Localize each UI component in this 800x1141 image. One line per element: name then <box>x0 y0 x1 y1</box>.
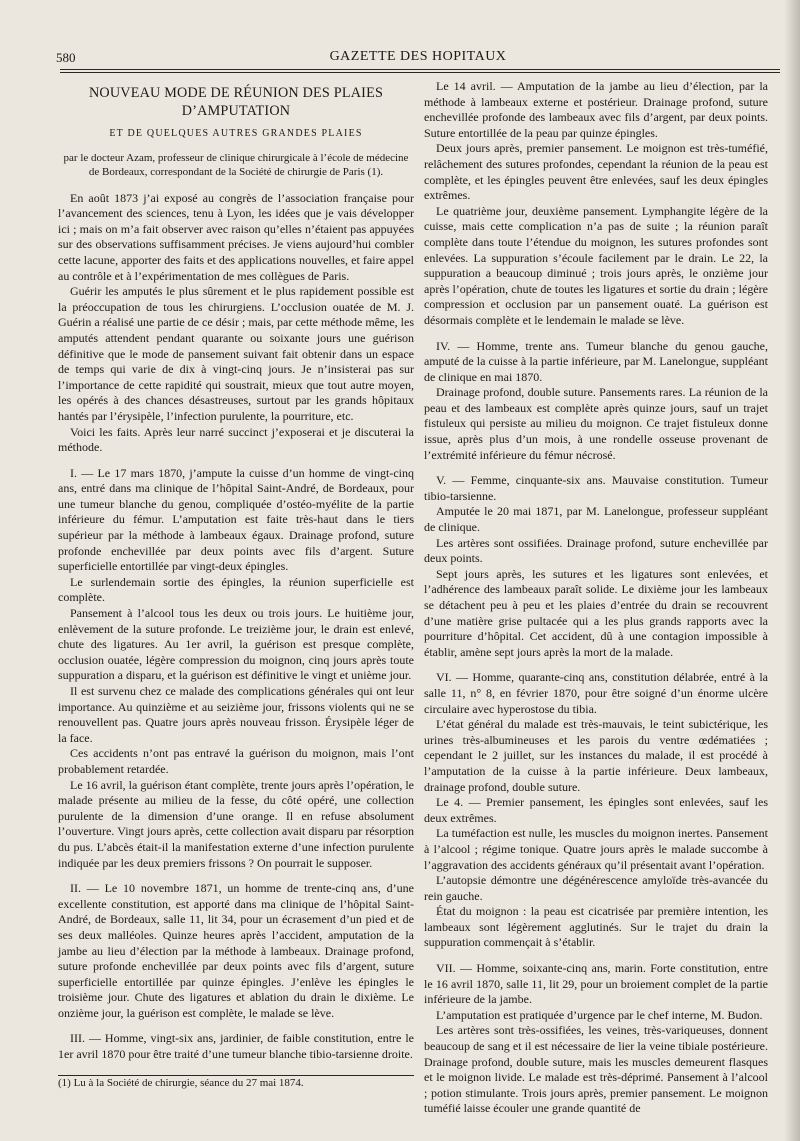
paragraph: Deux jours après, premier pansement. Le moignon est très-tuméfié, relâchement des sutures profondes, cependant la réunion de la peau est complète, et les épingles peuvent être enlevées, sauf les deux épingles extrêmes. <box>424 141 768 203</box>
paragraph: Ces accidents n’ont pas entravé la guérison du moignon, mais l’ont probablement retardée. <box>58 746 414 776</box>
running-head: GAZETTE DES HOPITAUX <box>329 49 507 64</box>
byline: par le docteur Azam, professeur de clinique chirurgicale à l’école de médecine de Bordeaux, correspondant de la Société de chirurgie de Paris (1). <box>63 151 409 178</box>
paragraph: Sept jours après, les sutures et les ligatures sont enlevées, et l’adhérence des lambeaux paraît solide. Le dixième jour les lambeaux se détachent peu à peu et les plaies d’entrée du drain se recouvrent d’une matière grise pultacée qui a les plus grands rapports avec la pourriture d’hôpital. Cet accident, dû à une contagion impossible à établir, amène sept jours après la mort de la malade. <box>424 566 768 659</box>
paragraph: Les artères sont très-ossifiées, les veines, très-variqueuses, donnent beaucoup de sang et il est nécessaire de lier la veine tibiale postérieure. Drainage profond, double suture, mais les muscles demeurent flasques et le moignon livide. Le malade est très-déprimé. Pansement à l’alcool ; potion stimulante. Trois jours après, premier pansement. Le moignon tuméfié laisse écouler une grande quantité de <box>424 1023 768 1116</box>
paragraph: L’amputation est pratiquée d’urgence par le chef interne, M. Budon. <box>436 1007 763 1022</box>
case-heading-paragraph: II. — Le 10 novembre 1871, un homme de trente-cinq ans, d’une excellente constitution, est apporté dans ma clinique de l’hôpital Saint-André, de Bordeaux, salle 11, lit 34, pour un écrasement d’un pied et de ses deux malléoles. Quinze heures après l’accident, amputation de la jambe au lieu d’élection par la méthode à lambeaux. Drainage profond, suture profonde enchevillée par deux points avec fils d’argent, suture superficielle entortillée par quinze épingles. J’enlève les épingles le troisième jour. Chute des ligatures et ablation du drain le dixième. Le onzième jour, la guérison est complète, le malade se lève. <box>58 881 414 1020</box>
paragraph: Le 14 avril. — Amputation de la jambe au lieu d’élection, par la méthode à lambeaux externe et postérieur. Drainage profond, suture enchevillée profonde des lambeaux avec fils d’argent, par deux points. Suture entortillée de la peau par quinze épingles. <box>424 79 768 140</box>
right-column <box>424 79 768 1117</box>
page-edge-shadow <box>784 0 800 1141</box>
case-heading-paragraph: V. — Femme, cinquante-six ans. Mauvaise constitution. Tumeur tibio-tarsienne. <box>424 473 768 503</box>
paragraph: Le quatrième jour, deuxième pansement. Lymphangite légère de la cuisse, mais cette complication n’a pas de suite ; la réunion paraît complète dans toute l’étendue du moignon, les sutures profondes sont enlevées. La suppuration s’écoule facilement par le drain. Le 22, la suppuration a beaucoup diminué ; trois jours après, le onzième jour après l’opération, chute de toutes les ligatures et sortie du drain ; légère compression et occlusion par un pansement ouaté. La guérison est désormais complète et le lendemain le malade se lève. <box>424 203 768 327</box>
header-rule <box>60 69 780 70</box>
left-column <box>58 80 414 1091</box>
article-title: NOUVEAU MODE DE RÉUNION DES PLAIES D’AMPUTATION <box>88 85 384 119</box>
paragraph: Pansement à l’alcool tous les deux ou trois jours. Le huitième jour, enlèvement de la suture profonde. Le treizième jour, le drain est enlevé, chute des ligatures. Au 1er avril, la guérison est presque complète, occlusion ouatée, légère compression du moignon, cinq jours après toute suppuration a disparu, et la guérison est définitive le vingt et unième jour. <box>58 606 414 683</box>
case-heading-paragraph: I. — Le 17 mars 1870, j’ampute la cuisse d’un homme de vingt-cinq ans, entré dans ma clinique de l’hôpital Saint-André, de Bordeaux, pour une tumeur blanche du genou, compliquée d’ostéo-myélite de la partie inférieure du fémur. L’amputation est faite très-haut dans le tiers supérieur par la méthode à lambeaux égaux. Drainage profond, suture profonde enchevillée par deux points avec fils d’argent. Suture superficielle entortillée par vingt-deux épingles. <box>58 465 414 574</box>
paragraph: Le 16 avril, la guérison étant complète, trente jours après l’opération, le malade présente au milieu de la fesse, du côté opéré, une collection purulente de la dimension d’une orange. Il en refuse absolument l’ouverture. Vingt jours après, cette collection avait disparu par résorption du pus. L’abcès était-il la manifestation externe d’une infection purulente indiquée par les deux premiers frissons ? On pourrait le supposer. <box>58 777 414 870</box>
paragraph: L’état général du malade est très-mauvais, le teint subictérique, les urines très-albumineuses et les parois du ventre œdématiées ; cependant le 2 juillet, sur les instances du malade, il est procédé à l’amputation de la cuisse à la partie inférieure. Deux lambeaux, drainage profond, double suture. <box>424 717 768 794</box>
paragraph: Les artères sont ossifiées. Drainage profond, suture enchevillée par deux points. <box>424 535 768 566</box>
page-header <box>48 42 788 68</box>
paragraph: État du moignon : la peau est cicatrisée par première intention, les lambeaux sont légèrement agglutinés. Sur le trajet du drain la suppuration commençait à s’établir. <box>424 904 768 950</box>
case-heading-paragraph: IV. — Homme, trente ans. Tumeur blanche du genou gauche, amputé de la cuisse à la partie inférieure, par M. Lanelongue, suppléant de clinique en mai 1870. <box>424 338 768 384</box>
header-rule-double <box>60 72 780 73</box>
case-heading-paragraph: VII. — Homme, soixante-cinq ans, marin. Forte constitution, entre le 16 avril 1870, salle 11, lit 29, pour un broiement complet de la partie inférieure de la jambe. <box>424 961 768 1007</box>
paragraph: Le 4. — Premier pansement, les épingles sont enlevées, sauf les deux extrêmes. <box>424 795 768 825</box>
footnote: (1) Lu à la Société de chirurgie, séance du 27 mai 1874. <box>58 1076 304 1089</box>
paragraph: Amputée le 20 mai 1871, par M. Lanelongue, professeur suppléant de clinique. <box>424 504 768 535</box>
article-subtitle: ET DE QUELQUES AUTRES GRANDES PLAIES <box>109 128 363 139</box>
paragraph: La tuméfaction est nulle, les muscles du moignon inertes. Pansement à l’alcool ; régime tonique. Quatre jours après le malade succombe à l’aggravation des accidents généraux qu’il présentait avant l’opération. <box>424 826 768 872</box>
case-heading-paragraph: III. — Homme, vingt-six ans, jardinier, de faible constitution, entre le 1er avril 1870 pour être traité d’une tumeur blanche tibio-tarsienne droite. <box>58 1031 414 1062</box>
paragraph: Voici les faits. Après leur narré succinct j’exposerai et je discuterai la méthode. <box>58 424 414 455</box>
page-number: 580 <box>56 50 76 65</box>
paragraph: L’autopsie démontre une dégénérescence amyloïde très-avancée du rein gauche. <box>424 873 768 903</box>
paragraph: Drainage profond, double suture. Pansements rares. La réunion de la peau et des lambeaux est complète après quinze jours, sauf un trajet fistuleux qui persiste au milieu du moignon. Ce trajet fistuleux donne issue, après plus d’un mois, à une rondelle osseuse provenant de l’extrémité inférieure du fémur nécrosé. <box>424 385 768 462</box>
case-heading-paragraph: VI. — Homme, quarante-cinq ans, constitution délabrée, entré à la salle 11, n° 8, en février 1870, pour être soigné d’un énorme ulcère circulaire avec hyperostose du tibia. <box>424 670 768 716</box>
paragraph: Il est survenu chez ce malade des complications générales qui ont leur importance. Au quinzième et au seizième jour, frissons violents qui ne se renouvellent pas. Quatre jours après nouveau frisson. Érysipèle léger de la face. <box>58 684 414 745</box>
paragraph: En août 1873 j’ai exposé au congrès de l’association française pour l’avancement des sciences, tenu à Lyon, les idées que je vais développer ici ; mais on m’a fait observer avec raison qu’elles n’étaient pas appuyées sur des observations suffisamment précises. Je viens aujourd’hui combler cette lacune, apporter des faits et des applications nouvelles, et faire appel au contrôle et à l’expérimentation de mes collègues de Paris. <box>58 190 414 283</box>
paragraph: Le surlendemain sortie des épingles, la réunion superficielle est complète. <box>58 574 414 605</box>
paragraph: Guérir les amputés le plus sûrement et le plus rapidement possible est la préoccupation de tous les chirurgiens. L’occlusion ouatée de M. J. Guérin a réalisé une partie de ce désir ; mais, par cette méthode même, les amputés attendent pendant quarante ou soixante jours une guérison définitive que le mode de pansement suivant fait obtenir dans un espace de temps qui varie de dix à vingt-cinq jours. Je n’insisterai pas sur l’importance de cette rapidité qui soustrait, mieux que tout autre moyen, les opérés à des chances désastreuses, surtout par les grands hôpitaux hantés par l’érysipèle, l’infection purulente, la pourriture, etc. <box>58 284 414 423</box>
